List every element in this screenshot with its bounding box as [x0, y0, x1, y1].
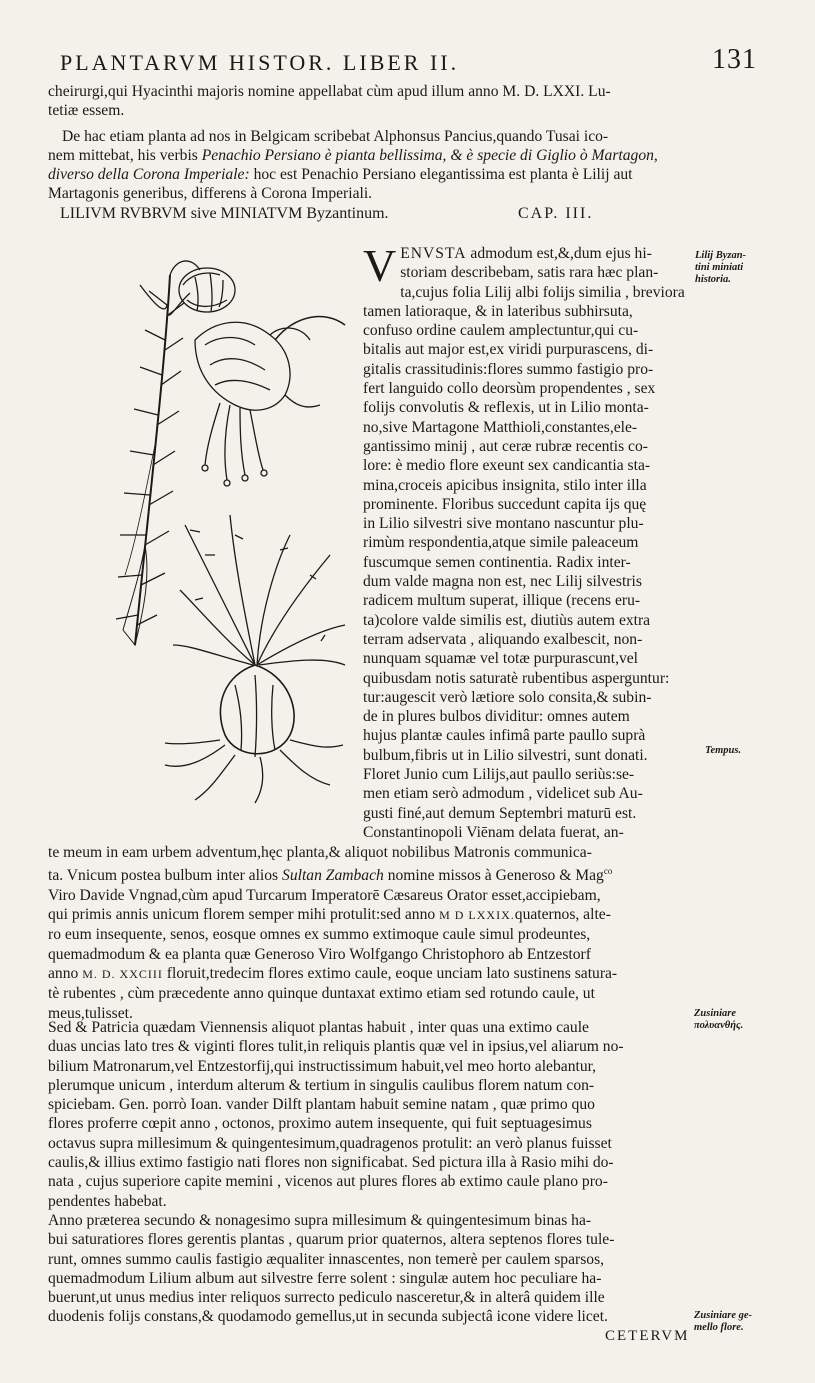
text-line: flores proferre cœpit anno , octonos, proximo autem insequente, qui fuit septuagesimus: [48, 1115, 592, 1133]
intro-line: De hac etiam planta ad nos in Belgicam scribebat Alphonsus Pancius,quando Tusai ico-: [62, 127, 609, 145]
drop-cap: V: [363, 240, 397, 291]
catchword: CETERVM: [605, 1328, 690, 1344]
text-line: quibusdam notis saturatè rubentibus asperguntur:: [363, 669, 670, 687]
margin-note-line: Lilij Byzan-: [695, 250, 747, 261]
text-line: ta,cujus folia Lilij albi folijs similia , breviora: [400, 283, 685, 301]
text-line: admodum est,&,dum ejus hi-: [466, 245, 652, 262]
text-line: gantissimo minij , aut ceræ rubræ recentis co-: [363, 437, 648, 455]
italian-quote: Penachio Persiano è pianta bellissima, & è specie di Giglio ò Martagon,: [201, 146, 658, 164]
margin-note-tempus: Tempus.: [705, 745, 742, 756]
text-line: buerunt,ut unus medius inter reliquos surrecto pediculo nasceretur,& in alterâ quidem ille: [48, 1289, 605, 1307]
stem-with-leaves: [116, 261, 200, 645]
text-line: in Lilio silvestri sive montano nascuntur plu-: [363, 515, 644, 533]
text-line: lore: è medio flore exeunt sex candicantia sta-: [363, 457, 651, 475]
text-line: qui primis annis unicum florem semper mihi protulit:sed anno: [48, 906, 440, 924]
lower-text-block: [48, 1018, 688, 1327]
text-line: Viro Davide Vngnad,cùm apud Turcarum Imperatorē Cæsareus Orator esset,accipiebam,: [48, 886, 601, 904]
margin-note-line: mello flore.: [694, 1322, 744, 1333]
text-line: fuscumque semen continentia. Radix inter-: [363, 553, 631, 571]
text-line: quemadmodum & ea planta quæ Generoso Viro Wolfgango Christophoro ab Entzestorf: [48, 945, 591, 963]
text-line: Sed & Patricia quædam Viennensis aliquot plantas habuit , inter quas una extimo caule: [48, 1019, 589, 1036]
text-line: fert languido collo deorsùm propendentes , sex: [363, 380, 656, 398]
text-line: plerumque unicum , interdum alterum & tertium in singulis caulibus florem natum con-: [48, 1076, 595, 1094]
text-line: duodenis folijs constans,& quodamodo gemellus,ut in secunda subjectâ icone videre licet.: [48, 1308, 608, 1326]
text-line: quemadmodum Lilium album aut silvestre ferre solent : singulæ autem hoc peculiare ha-: [48, 1269, 602, 1287]
margin-note-zusiniare: [694, 1008, 743, 1032]
text-line: meus,tulisset.: [48, 1004, 133, 1022]
small-flower-drawing: [179, 268, 235, 312]
margin-note-line: Zusiniare: [694, 1008, 737, 1019]
text-line: men etiam serò admodum , videlicet sub Au-: [363, 785, 643, 803]
margin-note-historia: [695, 250, 746, 286]
text-line: hujus plantæ caules infimâ parte paullo suprà: [363, 727, 646, 745]
text-line: bulbum,fibris ut in Lilio silvestri, sunt donati.: [363, 746, 648, 764]
text-line: duas uncias lato tres & viginti flores tulit,in reliquis plantis quæ vel in ipsius,vel aliarum no-: [48, 1038, 624, 1056]
text-line: nunquam squamæ vel totæ purpurascunt,vel: [363, 650, 639, 668]
year-numeral: M. D. XXCIII: [82, 966, 163, 981]
intro-line: [48, 146, 768, 165]
intro-text: nem mittebat, his verbis: [48, 146, 202, 164]
year-numeral: M D LXXIX.: [439, 908, 515, 923]
intro-line: [48, 165, 768, 184]
text-line: ta)colore valde similis est, diutiùs autem extra: [363, 611, 651, 629]
text-line: tamen latioraque, & in lateribus subhirsuta,: [363, 302, 633, 320]
bulb-drawing: [165, 665, 343, 803]
text-line: spiciebam. Gen. porrò Ioan. vander Dilft plantam habuit semine natam , quæ primo quo: [48, 1096, 595, 1114]
text-line: bitalis aut major est,ex viridi purpurascens, di-: [363, 341, 654, 359]
text-line: te meum in eam urbem adventum,hęc planta,& aliquot nobilibus Matronis communica-: [48, 844, 592, 861]
text-line: dum valde magna non est, nec Lilij silvestris: [363, 573, 642, 591]
text-line: floruit,tredecim flores extimo caule, eoque unciam lato sustinens satura-: [162, 964, 618, 982]
text-line: bilium Matronarum,vel Entzestorfij,qui instructissimum habuit,vel meo horto alebantur,: [48, 1057, 597, 1075]
text-line: bui saturatiores flores gerentis plantas , quarum prior quaternos, altera septenos flores tule-: [48, 1231, 615, 1249]
margin-note-line: historia.: [695, 274, 731, 285]
text-line: storiam describebam, satis rara hæc plan-: [400, 264, 659, 282]
text-line: tur:augescit verò lætiore solo consita,& subin-: [363, 688, 652, 706]
text-line: octavus supra millesimum & quingentesimum,quadragenos protulit: an verò planus fuisset: [48, 1134, 612, 1152]
running-title: PLANTARVM HISTOR. LIBER II.: [60, 50, 460, 75]
text-line: gitalis crassitudinis:flores summo fastigio pro-: [363, 360, 654, 378]
text-line: confuso ordine caulem amplectuntur,qui cu-: [363, 322, 639, 340]
chapter-label: CAP. III.: [518, 205, 594, 222]
intro-block: [48, 82, 768, 204]
text-line: gusti finé,aut demum Septembri maturū est.: [363, 804, 637, 822]
text-line: ro eum insequente, senos, eosque omnes ex summo extimoque caule simul prodeuntes,: [48, 926, 591, 944]
text-line: tè rubentes , cùm præcedente anno quinque duntaxat extimo etiam sed rotundo caule, ut: [48, 985, 595, 1003]
text-line: prominente. Floribus succedunt capita ijs quę: [363, 495, 647, 513]
text-line: terram adservata , aliquando exalbescit, non-: [363, 630, 643, 648]
text-line: ta. Vnicum postea bulbum inter alios: [48, 867, 283, 885]
text-line: anno: [48, 964, 83, 982]
lily-woodcut-illustration: [95, 245, 355, 805]
margin-note-gemello: [694, 1310, 752, 1334]
text-line: caulis,& illius extimo fastigio nati flores non significabat. Sed pictura illa à Rasio mihi do-: [48, 1154, 614, 1172]
text-line: Anno præterea secundo & nonagesimo supra millesimum & quingentesimum binas ha-: [48, 1211, 592, 1229]
text-line: radicem multum superat, illique (recens eru-: [363, 592, 641, 610]
page-number: 131: [712, 44, 757, 75]
text-line: pendentes habebat.: [48, 1192, 167, 1210]
text-line: rimùm respondentia,atque simile paleaceum: [363, 534, 639, 552]
intro-text: hoc est Penachio Persiano elegantissima est planta è Lilij aut: [249, 166, 633, 184]
intro-line: cheirurgi,qui Hyacinthi majoris nomine appellabat cùm apud illum anno M. D. LXXI. Lu-: [48, 83, 611, 100]
margin-note-line: πολυανθής.: [694, 1020, 744, 1031]
text-line: folijs convolutis & reflexis, ut in Lilio monta-: [363, 399, 649, 417]
text-line: no,sive Martagone Matthioli,constantes,ele-: [363, 418, 638, 436]
italian-quote: diverso della Corona Imperiale:: [48, 166, 250, 184]
text-line: Constantinopoli Viēnam delata fuerat, an-: [363, 823, 624, 841]
main-text-column: [363, 240, 693, 842]
text-line: nomine missos à Generoso & Mag: [383, 867, 604, 885]
text-line: mina,croceis apicibus insignita, stilo inter illa: [363, 476, 647, 494]
chapter-title: LILIVM RVBRVM sive MINIATVM Byzantinum.: [60, 205, 389, 222]
continuation-block: [48, 843, 768, 1023]
text-line: runt, omnes summo caulis fastigio æqualiter innascentes, non temerè per caulem sparsos,: [48, 1250, 605, 1268]
large-flower-drawing: [195, 317, 345, 486]
text-line: quaternos, alte-: [514, 906, 611, 924]
text-line: Floret Junio cum Lilijs,aut paullo seriùs:se-: [363, 766, 635, 784]
superscript: co: [603, 866, 613, 877]
text-line: de in plures bulbos dividitur: omnes autem: [363, 708, 630, 726]
margin-note-line: Zusiniare ge-: [694, 1310, 753, 1321]
sultan-name: Sultan Zambach: [282, 867, 384, 885]
intro-line: Martagonis generibus, differens à Corona Imperiali.: [48, 185, 373, 203]
margin-note-line: tini miniati: [695, 262, 744, 273]
intro-line: tetiæ essem.: [48, 102, 125, 120]
text-line: nata , cujus superiore capite memini , vicenos aut plures flores ab extimo caule plano pro-: [48, 1173, 608, 1191]
leaf-rosette-drawing: [173, 515, 345, 665]
first-word: ENVSTA: [400, 245, 467, 262]
